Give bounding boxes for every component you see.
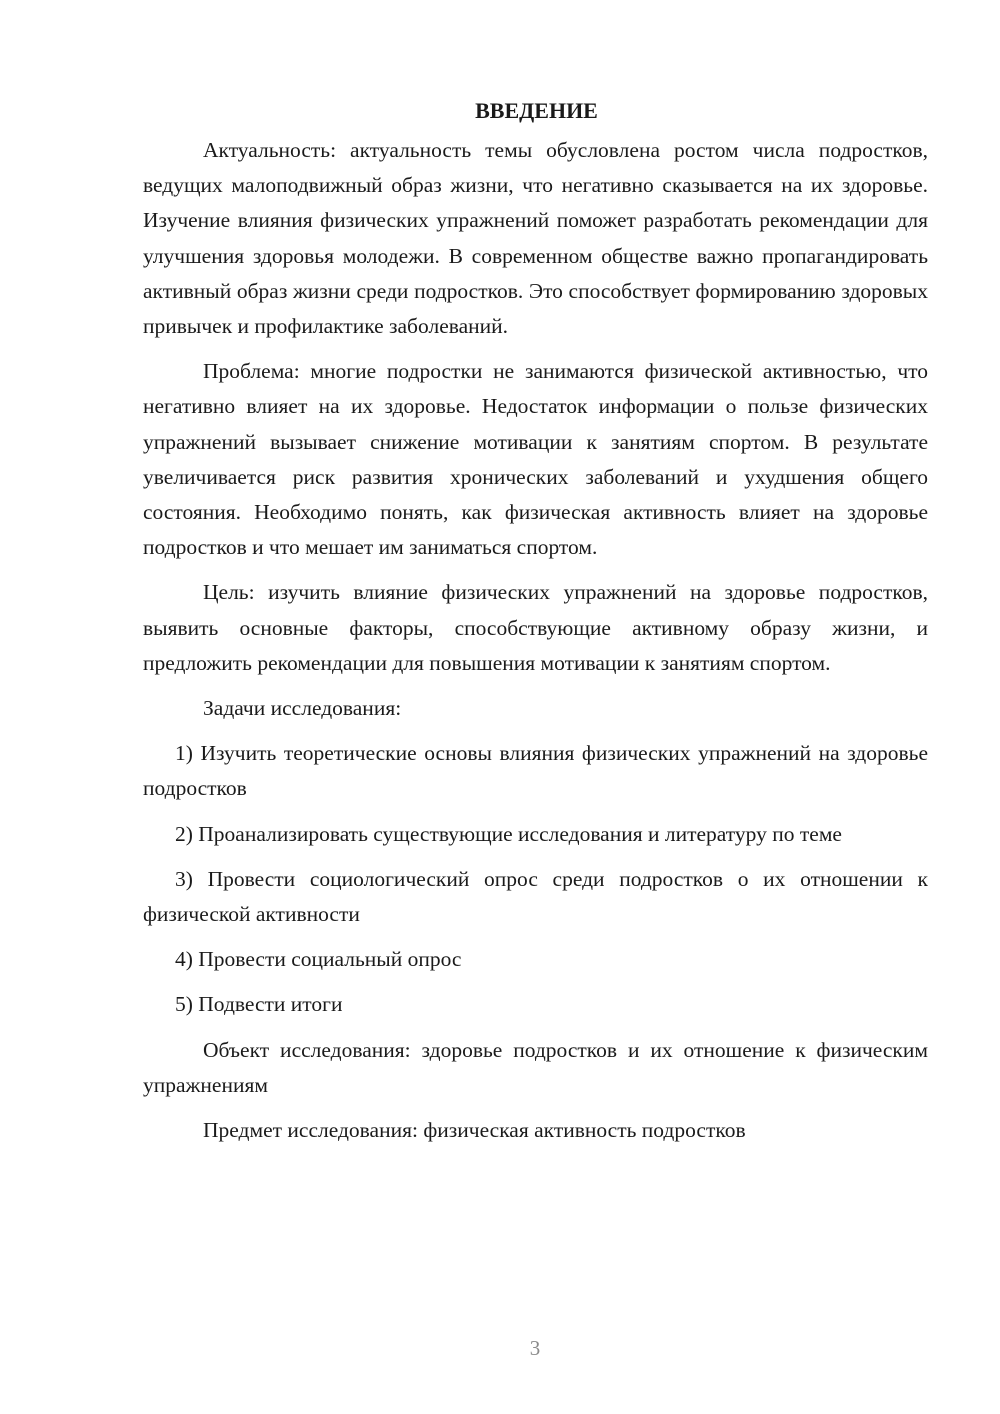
paragraph-problem: Проблема: многие подростки не занимаются физической активностью, что негативно влияет на их здоровье. Недостаток информации о пользе физических упражнений вызывает снижение мотивации к занятиям спортом. В результате увеличивается риск развития хронических заболеваний и ухудшения общего состояния. Необходимо понять, как физическая активность влияет на здоровье подростков и что мешает им заниматься спортом. — [143, 359, 928, 560]
list-item: 3) Провести социологический опрос среди подростков о их отношении к физической активности — [143, 866, 928, 927]
tasks-list — [143, 736, 928, 1022]
page-number: 3 — [529, 1336, 541, 1360]
paragraph-subject: Предмет исследования: физическая активность подростков — [203, 1118, 746, 1143]
list-item: 5) Подвести итоги — [175, 992, 343, 1017]
document-title: ВВЕДЕНИЕ — [475, 98, 598, 123]
paragraph-goal: Цель: изучить влияние физических упражнений на здоровье подростков, выявить основные факторы, способствующие активному образу жизни, и предложить рекомендации для повышения мотивации к занятиям спортом. — [143, 580, 928, 675]
list-item: 1) Изучить теоретические основы влияния физических упражнений на здоровье подростков — [143, 741, 928, 801]
paragraph-relevance: Актуальность: актуальность темы обусловлена ростом числа подростков, ведущих малоподвижный образ жизни, что негативно сказывается на их здоровье. Изучение влияния физических упражнений поможет разработать рекомендации для улучшения здоровья молодежи. В современном обществе важно пропагандировать активный образ жизни среди подростков. Это способствует формированию здоровых привычек и профилактике заболеваний. — [143, 138, 928, 339]
list-item: 2) Проанализировать существующие исследования и литературу по теме — [175, 821, 842, 846]
paragraph-tasks-heading: Задачи исследования: — [203, 696, 402, 721]
document-page — [143, 93, 928, 1158]
list-item: 4) Провести социальный опрос — [175, 947, 462, 972]
paragraph-object: Объект исследования: здоровье подростков и их отношение к физическим упражнениям — [143, 1037, 928, 1097]
